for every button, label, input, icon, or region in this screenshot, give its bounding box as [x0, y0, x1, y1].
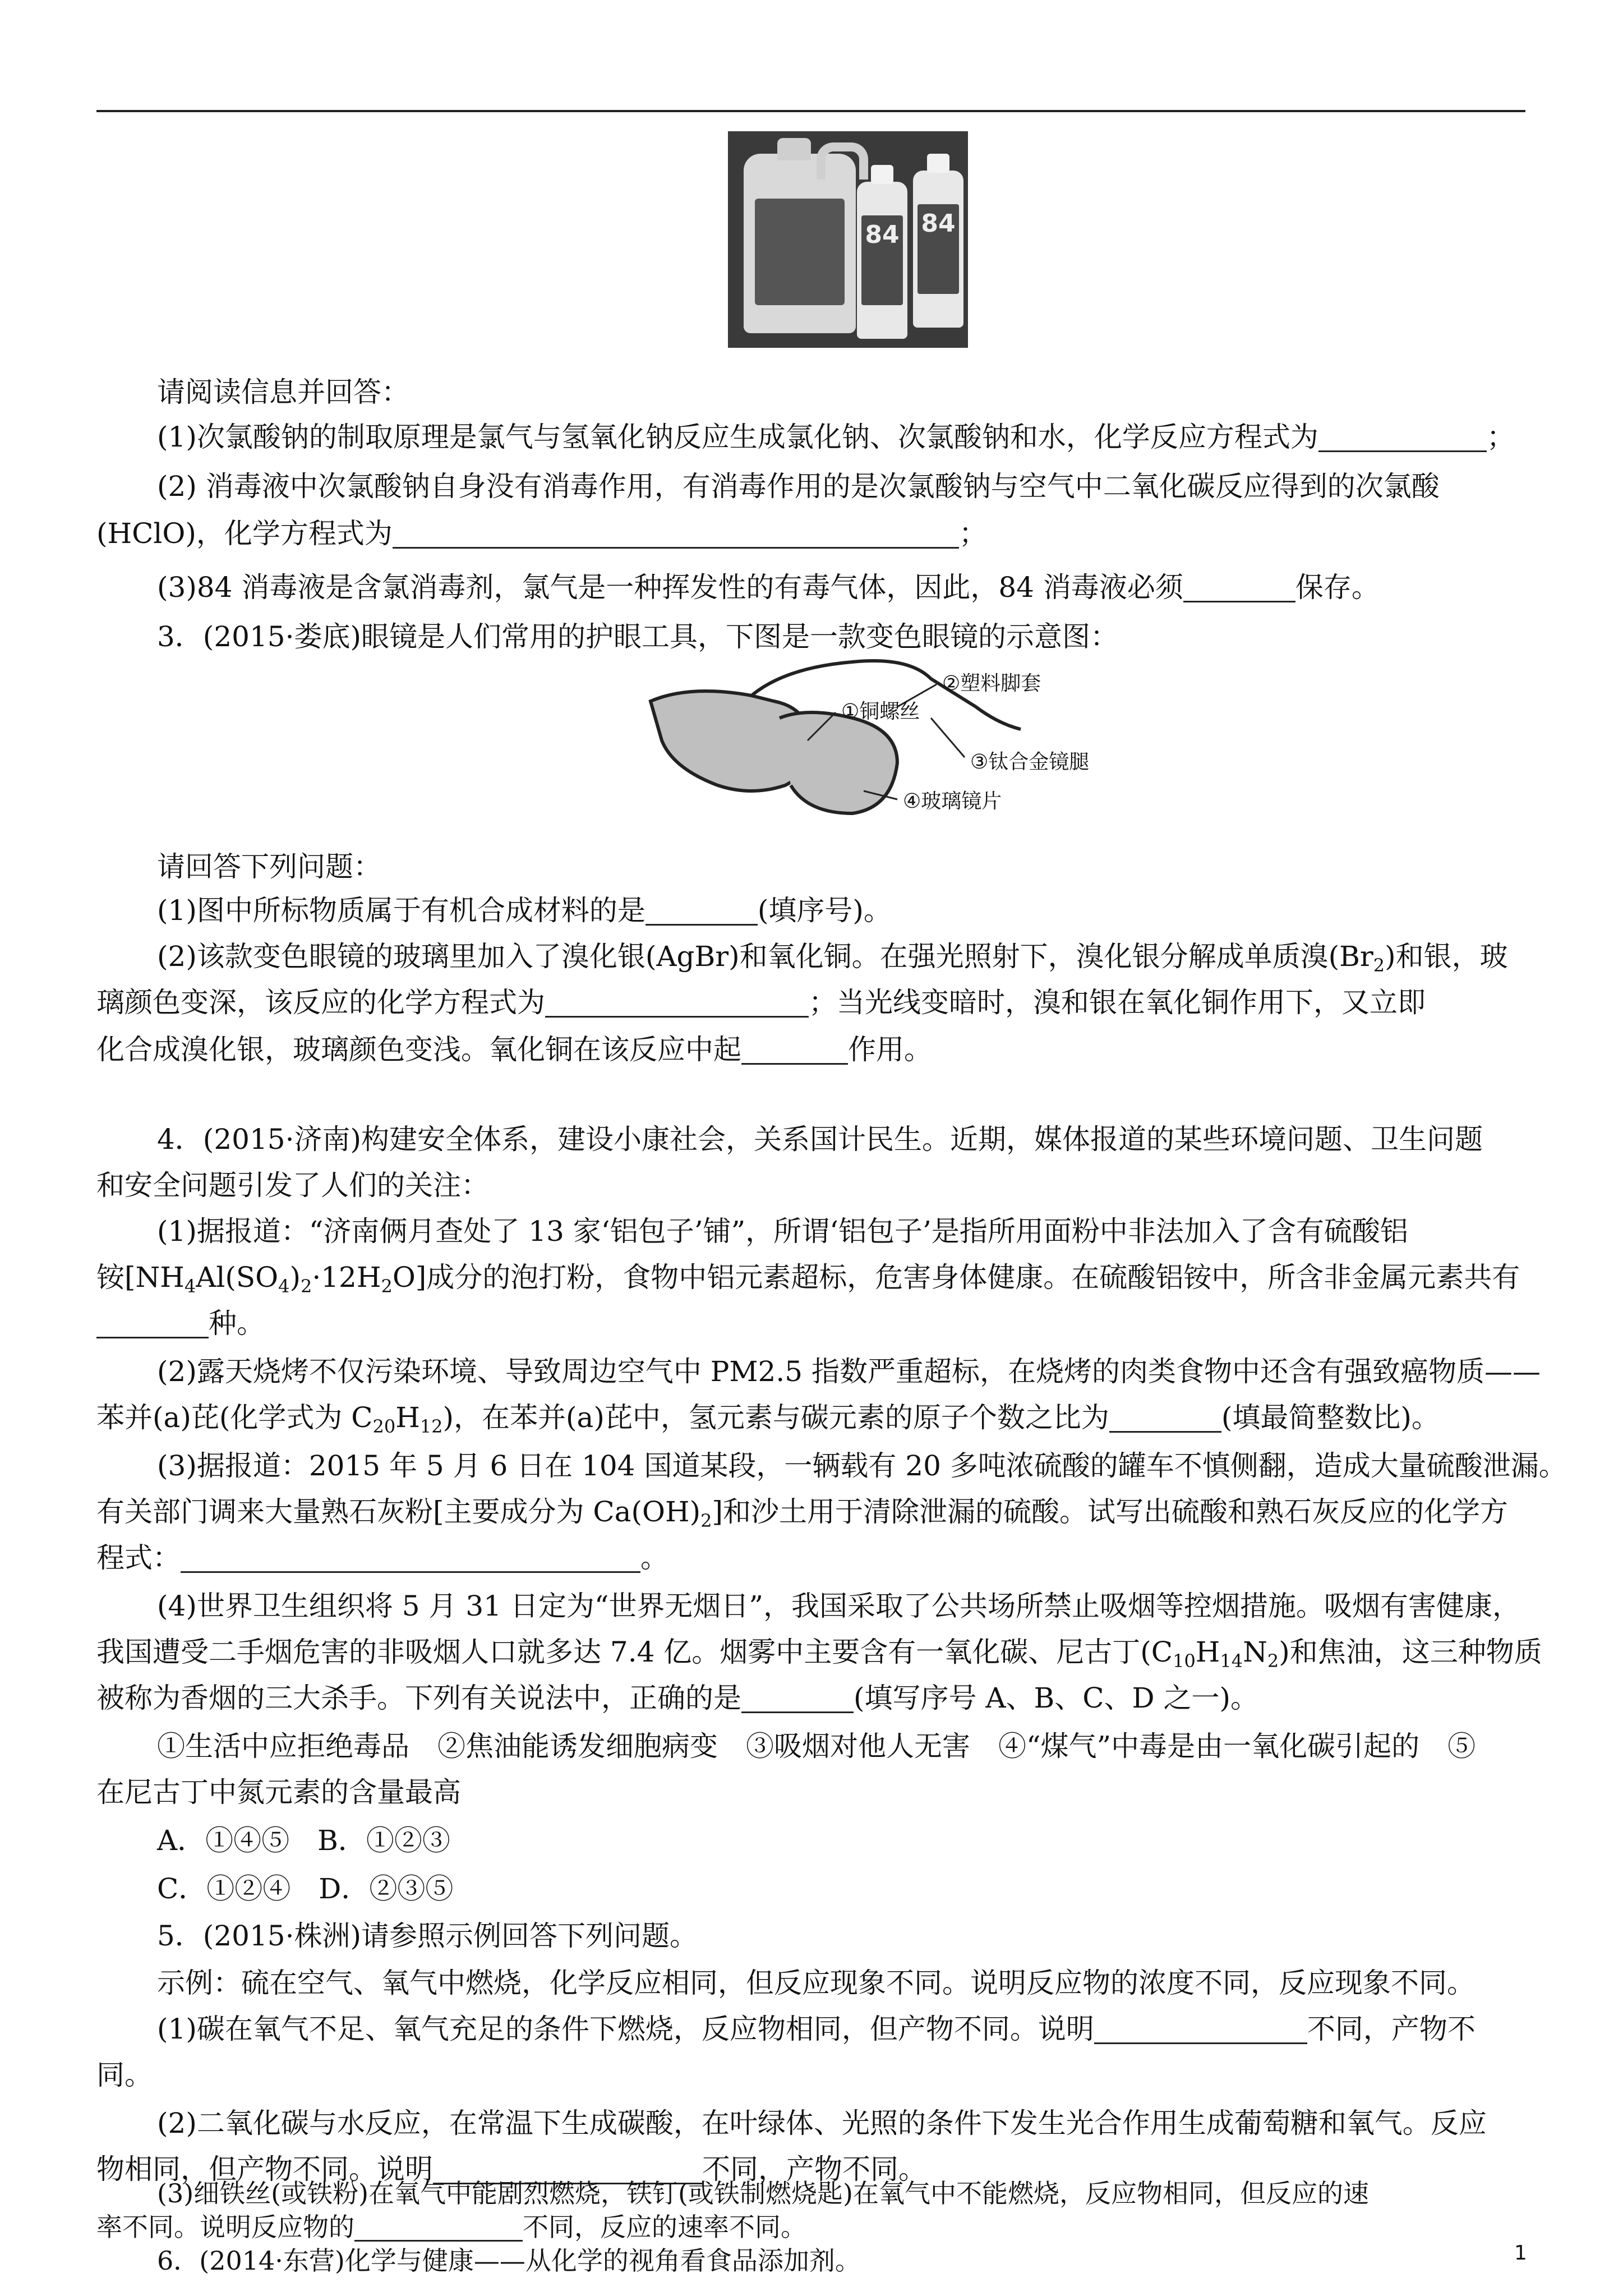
q3-part2-line3: 化合成溴化银，玻璃颜色变浅。氧化铜在该反应中起 作用。 — [96, 1033, 932, 1066]
label-titanium-temple: ③钛合金镜腿 — [970, 751, 1090, 774]
q4-part4-line3: 被称为香烟的三大杀手。下列有关说法中，正确的是 (填写序号 A、B、C、D 之一)。 — [96, 1682, 1258, 1714]
q4-heading-line2: 和安全问题引发了人们的关注： — [96, 1169, 489, 1202]
answer-blank[interactable] — [645, 895, 758, 926]
q3-part2-line1: (2)该款变色眼镜的玻璃里加入了溴化银(AgBr)和氧化铜。在强光照射下，溴化银分解成单质溴$(Br_2)$和银，玻 — [157, 940, 1508, 976]
q4-part3-line3: 程式： 。 — [96, 1542, 668, 1574]
q5-part3-line1: (3)细铁丝(或铁粉)在氧气中能剧烈燃烧，铁钉(或铁制燃烧匙)在氧气中不能燃烧，反应物相同，但反应的速 — [157, 2178, 1369, 2208]
bottle-image — [857, 182, 907, 339]
answer-blank[interactable] — [1094, 2013, 1307, 2044]
q5-part1-line2: 同。 — [96, 2059, 153, 2091]
label-glass-lens: ④玻璃镜片 — [903, 790, 1002, 813]
answer-blank[interactable] — [741, 1682, 854, 1713]
answer-blank[interactable] — [393, 518, 959, 549]
answer-blank[interactable] — [545, 987, 809, 1018]
glasses-diagram — [639, 645, 1090, 836]
q2-part3: (3)84 消毒液是含氯消毒剂，氯气是一种挥发性的有毒气体，因此，84 消毒液必须 保存。 — [157, 571, 1380, 604]
q4-part3-line1: (3)据报道：2015 年 5 月 6 日在 104 国道某段，一辆载有 20 多吨浓硫酸的罐车不慎侧翻，造成大量硫酸泄漏。 — [157, 1450, 1567, 1482]
q3-part2-line2: 璃颜色变深，该反应的化学方程式为 ；当光线变暗时，溴和银在氧化铜作用下，又立即 — [96, 986, 1426, 1019]
q4-part1-line2: 铵$[NH_4Al(SO_4)_2\cdot 12H_2O]$成分的泡打粉，食物中铝元素超标，危害身体健康。在硫酸铝铵中，所含非金属元素共有 — [96, 1261, 1520, 1297]
q4-statements-line2: 在尼古丁中氮元素的含量最高 — [96, 1776, 461, 1809]
q3-heading: 3．(2015·娄底)眼镜是人们常用的护眼工具，下图是一款变色眼镜的示意图： — [157, 620, 1118, 653]
q6-heading: 6．(2014·东营)化学与健康——从化学的视角看食品添加剂。 — [157, 2246, 861, 2276]
bottle-label: 84 — [917, 204, 959, 294]
page-number: 1 — [1514, 2242, 1527, 2265]
q5-heading: 5．(2015·株洲)请参照示例回答下列问题。 — [157, 1920, 698, 1952]
bottle-image — [913, 171, 963, 328]
intro-line: 请阅读信息并回答： — [157, 376, 409, 408]
q4-part1-line3: 种。 — [96, 1304, 265, 1343]
answer-blank[interactable] — [1318, 421, 1487, 452]
q5-part1-line1: (1)碳在氧气不足、氧气充足的条件下燃烧，反应物相同，但产物不同。说明 不同，产物不 — [157, 2013, 1476, 2045]
q5-part3-line2: 率不同。说明反应物的 不同，反应的速率不同。 — [96, 2212, 806, 2242]
q4-part4-line2: 我国遭受二手烟危害的非吸烟人口就多达 7.4 亿。烟雾中主要含有一氧化碳、尼古丁$(C_{10}H_{14}N_2)$和焦油，这三种物质 — [96, 1636, 1542, 1672]
answer-blank[interactable] — [354, 2214, 523, 2242]
q4-part2-line1: (2)露天烧烤不仅污染环境、导致周边空气中 PM2.5 指数严重超标，在烧烤的肉类食物中还含有强致癌物质—— — [157, 1355, 1541, 1388]
bottle-label: 84 — [861, 215, 903, 305]
q4-options-ab: A．①④⑤ B．①②③ — [157, 1824, 450, 1857]
answer-blank[interactable] — [1109, 1402, 1221, 1433]
answer-blank[interactable] — [96, 1308, 209, 1338]
q4-part2-line2: 苯并(a)芘(化学式为 $C_{20}H_{12}$)，在苯并(a)芘中，氢元素与碳元素的原子个数之比为 (填最简整数比)。 — [96, 1401, 1440, 1437]
q3-part1: (1)图中所标物质属于有机合成材料的是 (填序号)。 — [157, 894, 892, 927]
q4-heading: 4．(2015·济南)构建安全体系，建设小康社会，关系国计民生。近期，媒体报道的某些环境问题、卫生问题 — [157, 1123, 1483, 1156]
q2-part1: (1)次氯酸钠的制取原理是氯气与氢氧化钠反应生成氯化钠、次氯酸钠和水，化学反应方程式为 ； — [157, 421, 1515, 453]
q4-options-cd: C．①②④ D．②③⑤ — [157, 1872, 454, 1905]
q5-example: 示例：硫在空气、氧气中燃烧，化学反应相同，但反应现象不同。说明反应物的浓度不同，反应现象不同。 — [157, 1967, 1475, 1999]
answer-blank[interactable] — [181, 1542, 640, 1573]
answer-blank[interactable] — [741, 1034, 848, 1065]
jug-image — [744, 154, 856, 333]
disinfectant-photo — [728, 131, 968, 348]
q2-part2-line1: (2) 消毒液中次氯酸钠自身没有消毒作用，有消毒作用的是次氯酸钠与空气中二氧化碳反应得到的次氯酸 — [157, 470, 1440, 503]
label-plastic-foot-cover: ②塑料脚套 — [942, 672, 1041, 695]
q3-ask: 请回答下列问题： — [157, 850, 381, 883]
label-copper-screw: ①铜螺丝 — [841, 700, 920, 723]
q4-part4-line1: (4)世界卫生组织将 5 月 31 日定为“世界无烟日”，我国采取了公共场所禁止吸烟等控烟措施。吸烟有害健康， — [157, 1590, 1520, 1622]
q4-statements: ①生活中应拒绝毒品 ②焦油能诱发细胞病变 ③吸烟对他人无害 ④“煤气”中毒是由一氧化碳引起的 ⑤ — [157, 1730, 1476, 1763]
q4-part1-line1: (1)据报道：“济南俩月查处了 13 家‘铝包子’铺”，所谓‘铝包子’是指所用面粉中非法加入了含有硫酸铝 — [157, 1215, 1408, 1248]
header-rule — [96, 110, 1525, 112]
q5-part2-line2: 物相同，但产物不同。说明 不同，产物不同。 — [96, 2153, 926, 2185]
answer-blank[interactable] — [1183, 572, 1295, 602]
q2-part2-line2: (HClO)，化学方程式为 ； — [96, 517, 987, 550]
q4-part3-line2: 有关部门调来大量熟石灰粉[主要成分为 $Ca(OH)_2$]和沙土用于清除泄漏的硫酸。试写出硫酸和熟石灰反应的化学方 — [96, 1496, 1508, 1531]
q5-part2-line1: (2)二氧化碳与水反应，在常温下生成碳酸，在叶绿体、光照的条件下发生光合作用生成葡萄糖和氧气。反应 — [157, 2107, 1487, 2139]
